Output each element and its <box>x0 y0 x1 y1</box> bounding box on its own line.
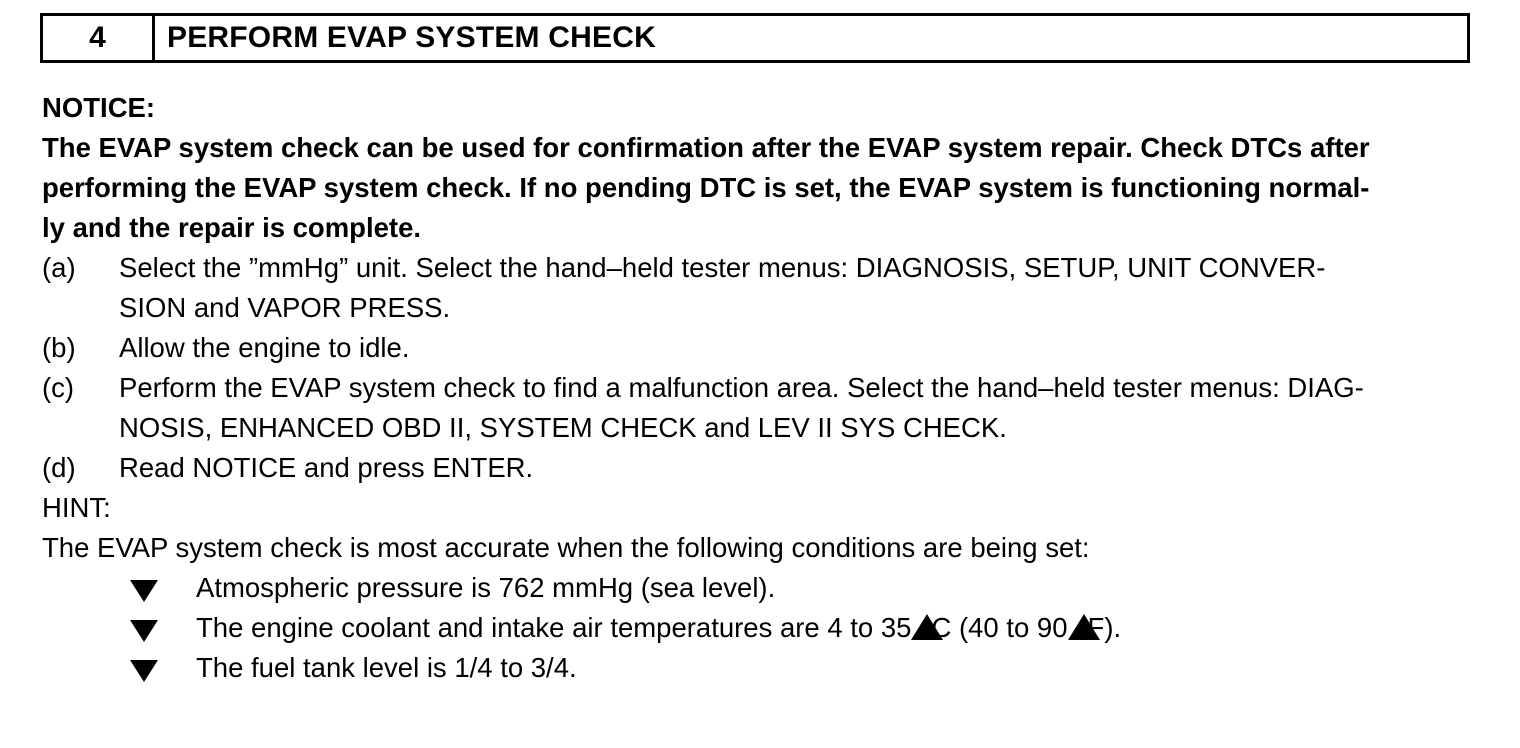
down-triangle-bullet-icon <box>130 580 158 602</box>
step-marker: (c) <box>42 372 75 403</box>
step-line: Allow the engine to idle. <box>119 332 410 363</box>
step-line: Read NOTICE and press ENTER. <box>119 452 534 483</box>
down-triangle-bullet-icon <box>130 660 158 682</box>
notice-line: ly and the repair is complete. <box>42 212 422 243</box>
step-marker: (d) <box>42 452 76 483</box>
hint-bullet-text: Atmospheric pressure is 762 mmHg (sea level). <box>196 572 776 603</box>
step-line: SION and VAPOR PRESS. <box>119 292 451 323</box>
step-number: 4 <box>43 16 155 60</box>
step-line: NOSIS, ENHANCED OBD II, SYSTEM CHECK and LEV II SYS CHECK. <box>119 412 1007 443</box>
hint-heading: HINT: <box>42 492 111 523</box>
hint-bullet <box>130 568 1478 608</box>
step-line: Select the ”mmHg” unit. Select the hand–held tester menus: DIAGNOSIS, SETUP, UNIT CONVER- <box>119 252 1326 283</box>
notice-line: performing the EVAP system check. If no pending DTC is set, the EVAP system is functioning normal- <box>42 172 1370 203</box>
hint-bullet-text-part: The engine coolant and intake air temperatures are 4 to 35 <box>196 612 912 643</box>
step-item-b <box>42 328 1478 368</box>
down-triangle-bullet-icon <box>130 620 158 642</box>
hint-intro: The EVAP system check is most accurate when the following conditions are being set: <box>42 532 1090 563</box>
step-item-d <box>42 448 1478 488</box>
step-line: Perform the EVAP system check to find a malfunction area. Select the hand–held tester menus: DIAG- <box>119 372 1364 403</box>
step-item-a <box>42 248 1478 328</box>
notice-line: The EVAP system check can be used for confirmation after the EVAP system repair. Check DTCs after <box>42 132 1370 163</box>
step-title: PERFORM EVAP SYSTEM CHECK <box>167 21 656 54</box>
hint-bullet <box>130 648 1478 688</box>
hint-bullet-text-part: F). <box>1087 612 1122 643</box>
notice-heading: NOTICE: <box>42 92 156 123</box>
hint-bullet <box>130 608 1478 648</box>
hint-bullet-text <box>196 608 1478 648</box>
step-header <box>40 13 1470 63</box>
hint-bullet-text-part: C (40 to 90 <box>931 612 1068 643</box>
step-item-c <box>42 368 1478 448</box>
step-marker: (a) <box>42 252 76 283</box>
document-body <box>42 88 1478 688</box>
step-marker: (b) <box>42 332 76 363</box>
hint-bullet-text: The fuel tank level is 1/4 to 3/4. <box>196 652 577 683</box>
notice-body <box>42 128 1478 248</box>
